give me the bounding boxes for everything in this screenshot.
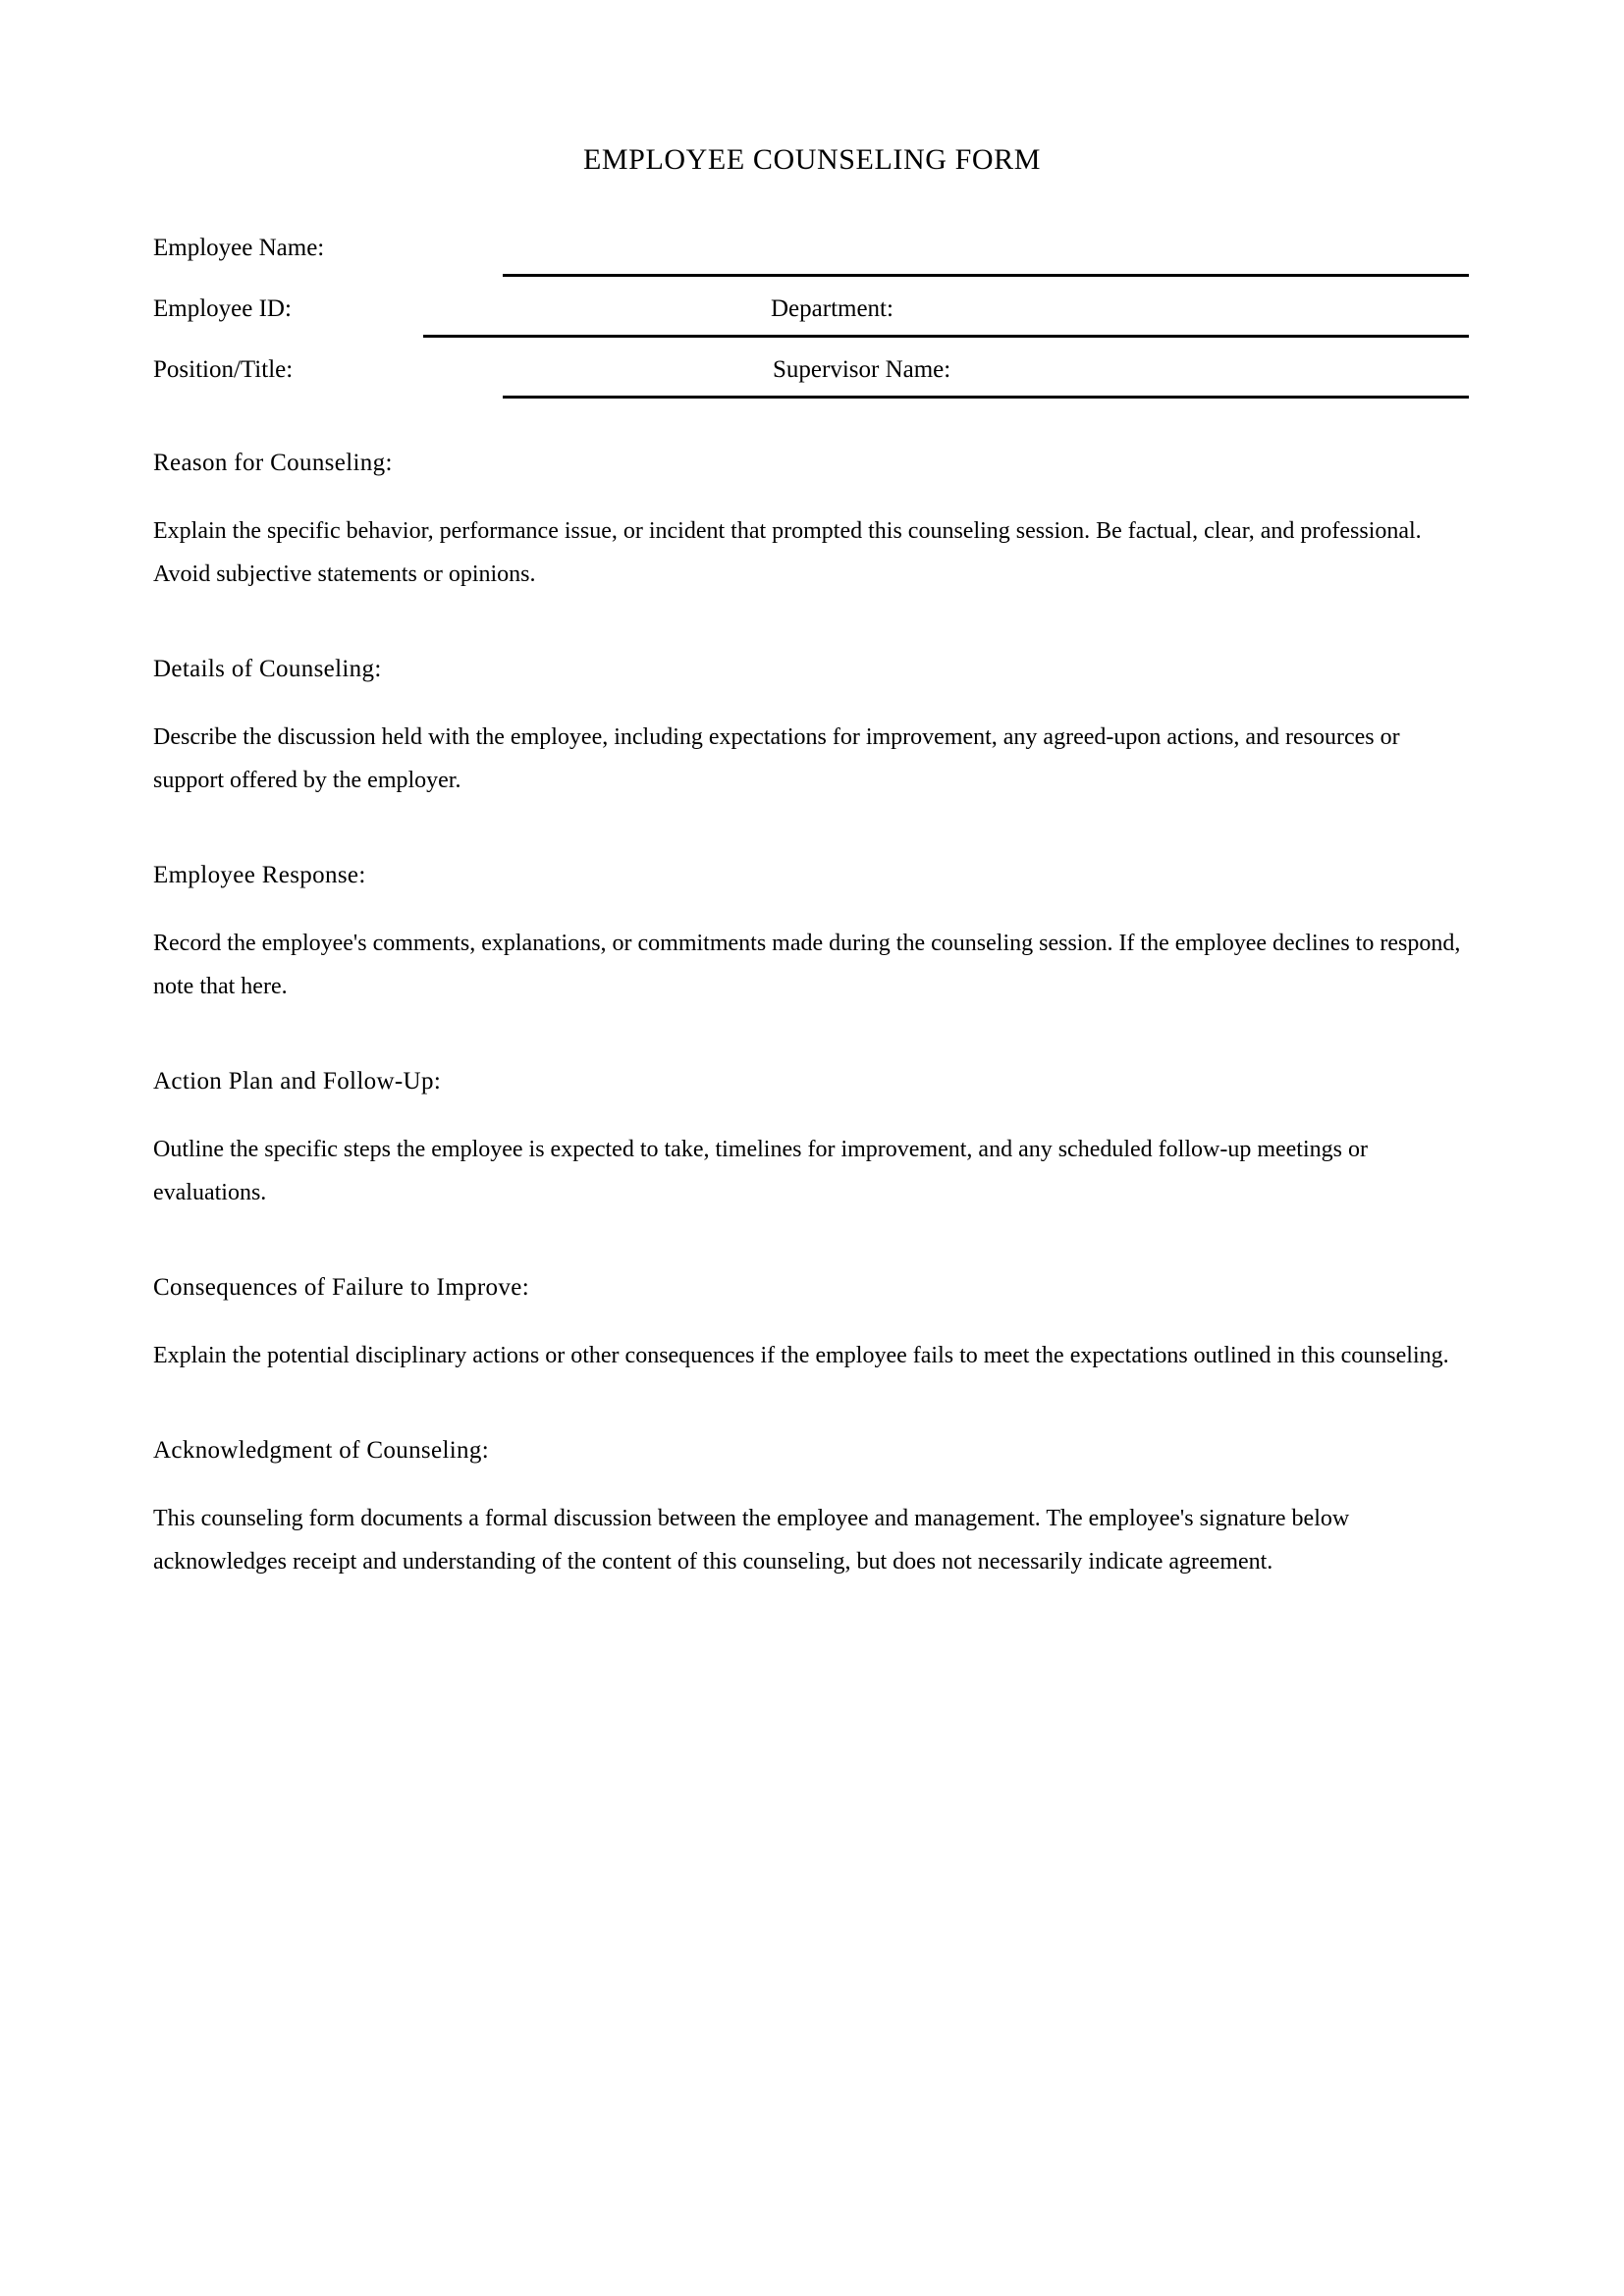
section-details-of-counseling bbox=[153, 653, 1475, 802]
section-heading: Reason for Counseling: bbox=[153, 450, 393, 476]
section-body: Explain the specific behavior, performance issue, or incident that prompted this counseling session. Be factual, clear, and professional. Avoid subjective statements or opinions. bbox=[153, 518, 1422, 587]
department-label: Department: bbox=[771, 295, 893, 322]
section-body: Outline the specific steps the employee is expected to take, timelines for improvement, and any scheduled follow-up meetings or evaluations. bbox=[153, 1137, 1368, 1205]
position-title-supervisor-input-rule[interactable] bbox=[503, 396, 1469, 399]
section-heading: Acknowledgment of Counseling: bbox=[153, 1437, 490, 1464]
position-title-label: Position/Title: bbox=[153, 356, 294, 383]
employee-id-department-input-rule[interactable] bbox=[423, 335, 1469, 338]
section-acknowledgment-of-counseling bbox=[153, 1434, 1475, 1583]
form-row-employee-name bbox=[153, 232, 1473, 293]
employee-name-label: Employee Name: bbox=[153, 235, 325, 261]
section-body: This counseling form documents a formal discussion between the employee and management. The employee's signature below acknowledges receipt and understanding of the content of this counseling, but does not necessarily indicate agreement. bbox=[153, 1506, 1350, 1575]
supervisor-name-label: Supervisor Name: bbox=[773, 356, 951, 383]
section-body: Explain the potential disciplinary actions or other consequences if the employee fails to meet the expectations outlined in this counseling. bbox=[153, 1343, 1449, 1368]
section-heading: Action Plan and Follow-Up: bbox=[153, 1068, 442, 1095]
employee-id-label: Employee ID: bbox=[153, 295, 292, 322]
section-consequences-of-failure-to-improve bbox=[153, 1271, 1475, 1377]
section-heading: Employee Response: bbox=[153, 862, 366, 888]
form-row-employee-id bbox=[153, 293, 1473, 353]
section-action-plan-and-follow-up bbox=[153, 1065, 1475, 1214]
form-row-position-title bbox=[153, 353, 1473, 414]
section-body: Record the employee's comments, explanations, or commitments made during the counseling session. If the employee declines to respond, note that here. bbox=[153, 931, 1461, 999]
form-field-block bbox=[153, 232, 1473, 414]
section-body: Describe the discussion held with the employee, including expectations for improvement, any agreed-upon actions, and resources or support offered by the employer. bbox=[153, 724, 1400, 793]
section-heading: Consequences of Failure to Improve: bbox=[153, 1274, 529, 1301]
page-title: EMPLOYEE COUNSELING FORM bbox=[582, 143, 1042, 177]
form-sections bbox=[153, 447, 1475, 1583]
section-reason-for-counseling bbox=[153, 447, 1475, 596]
section-employee-response bbox=[153, 859, 1475, 1008]
employee-name-input-rule[interactable] bbox=[503, 274, 1469, 277]
section-heading: Details of Counseling: bbox=[153, 656, 382, 682]
